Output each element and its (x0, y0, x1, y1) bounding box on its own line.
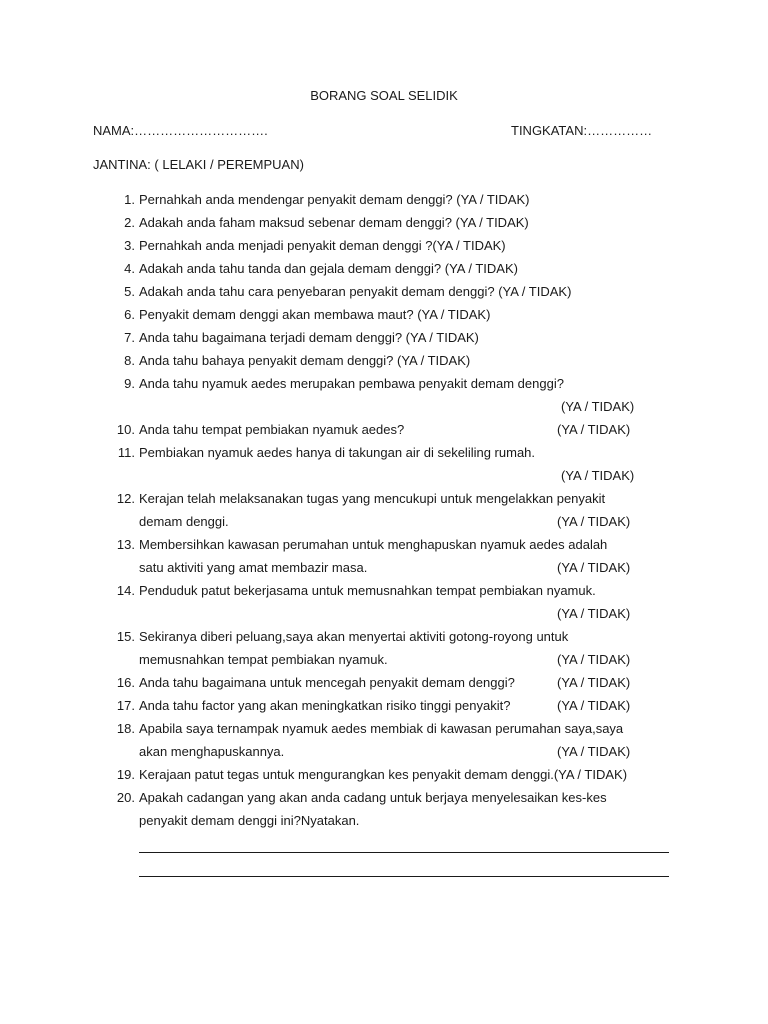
question-number: 3. (124, 238, 135, 253)
question-line (0, 606, 768, 629)
nama-field: NAMA:…………………………. (93, 123, 268, 138)
question-line (0, 422, 768, 445)
question-text: Anda tahu bahaya penyakit demam denggi? (YA / TIDAK) (139, 353, 471, 368)
question-number: 14. (116, 583, 135, 598)
question-text: akan menghapuskannya. (139, 744, 285, 759)
question-number: 16. (116, 675, 135, 690)
question-text: Penduduk patut bekerjasama untuk memusnahkan tempat pembiakan nyamuk. (139, 583, 596, 598)
question-text: Apabila saya ternampak nyamuk aedes membiak di kawasan perumahan saya,saya (139, 721, 624, 736)
question-line (0, 399, 768, 422)
question-number: 18. (116, 721, 135, 736)
question-number: 15. (116, 629, 135, 644)
question-number: 12. (116, 491, 135, 506)
jantina-field: JANTINA: ( LELAKI / PEREMPUAN) (93, 157, 304, 172)
question-line (0, 790, 768, 813)
question-line (0, 537, 768, 560)
answer-options: (YA / TIDAK) (557, 698, 631, 713)
question-item (0, 422, 768, 445)
question-item (0, 675, 768, 698)
form-title: BORANG SOAL SELIDIK (310, 88, 458, 103)
question-item (0, 330, 768, 353)
question-line (0, 629, 768, 652)
question-line (0, 330, 768, 353)
question-item (0, 238, 768, 261)
question-text: Kerajan telah melaksanakan tugas yang mencukupi untuk mengelakkan penyakit (139, 491, 606, 506)
question-text: penyakit demam denggi ini?Nyatakan. (139, 813, 360, 828)
question-line (0, 261, 768, 284)
question-item (0, 353, 768, 376)
question-line (0, 675, 768, 698)
question-line (0, 353, 768, 376)
question-item (0, 698, 768, 721)
question-number: 10. (116, 422, 135, 437)
question-text: Anda tahu factor yang akan meningkatkan risiko tinggi penyakit? (139, 698, 511, 713)
question-item (0, 307, 768, 330)
question-number: 8. (124, 353, 135, 368)
question-text: Membersihkan kawasan perumahan untuk menghapuskan nyamuk aedes adalah (139, 537, 608, 552)
question-text: Anda tahu tempat pembiakan nyamuk aedes? (139, 422, 405, 437)
question-text: Adakah anda tahu tanda dan gejala demam denggi? (YA / TIDAK) (139, 261, 518, 276)
answer-options: (YA / TIDAK) (557, 744, 631, 759)
question-number: 7. (124, 330, 135, 345)
question-item (0, 629, 768, 675)
question-line (0, 284, 768, 307)
question-text: Adakah anda tahu cara penyebaran penyakit demam denggi? (YA / TIDAK) (139, 284, 572, 299)
question-number: 20. (116, 790, 135, 805)
question-item (0, 192, 768, 215)
question-line (0, 813, 768, 836)
question-number: 19. (116, 767, 135, 782)
question-number: 11. (117, 445, 135, 460)
question-item (0, 721, 768, 767)
question-list (0, 192, 768, 836)
question-number: 6. (124, 307, 135, 322)
question-number: 4. (124, 261, 135, 276)
answer-options: (YA / TIDAK) (561, 468, 635, 483)
question-line (0, 583, 768, 606)
question-item (0, 583, 768, 629)
question-line (0, 767, 768, 790)
answer-options: (YA / TIDAK) (557, 560, 631, 575)
question-item (0, 215, 768, 238)
tingkatan-field: TINGKATAN:…………… (511, 123, 653, 138)
answer-options: (YA / TIDAK) (557, 514, 631, 529)
question-item (0, 284, 768, 307)
question-number: 5. (124, 284, 135, 299)
question-item (0, 376, 768, 422)
question-item (0, 790, 768, 836)
question-number: 17. (116, 698, 135, 713)
answer-options: (YA / TIDAK) (557, 675, 631, 690)
answer-options: (YA / TIDAK) (557, 652, 631, 667)
question-line (0, 238, 768, 261)
question-line (0, 445, 768, 468)
question-line (0, 698, 768, 721)
question-text: Pembiakan nyamuk aedes hanya di takungan air di sekeliling rumah. (139, 445, 536, 460)
question-text: memusnahkan tempat pembiakan nyamuk. (139, 652, 388, 667)
question-number: 1. (124, 192, 135, 207)
question-text: Apakah cadangan yang akan anda cadang untuk berjaya menyelesaikan kes-kes (139, 790, 607, 805)
question-text: Pernahkah anda mendengar penyakit demam denggi? (YA / TIDAK) (139, 192, 530, 207)
question-item (0, 767, 768, 790)
question-text: Adakah anda faham maksud sebenar demam denggi? (YA / TIDAK) (139, 215, 529, 230)
question-number: 2. (124, 215, 135, 230)
question-line (0, 652, 768, 675)
question-text: demam denggi. (139, 514, 229, 529)
question-text: Kerajaan patut tegas untuk mengurangkan kes penyakit demam denggi.(YA / TIDAK) (139, 767, 628, 782)
question-line (0, 491, 768, 514)
question-line (0, 376, 768, 399)
question-text: Penyakit demam denggi akan membawa maut? (YA / TIDAK) (139, 307, 491, 322)
question-line (0, 514, 768, 537)
question-item (0, 261, 768, 284)
question-text: Anda tahu bagaimana untuk mencegah penyakit demam denggi? (139, 675, 515, 690)
question-line (0, 721, 768, 744)
question-item (0, 491, 768, 537)
question-text: Sekiranya diberi peluang,saya akan menyertai aktiviti gotong-royong untuk (139, 629, 569, 644)
question-line (0, 468, 768, 491)
question-item (0, 537, 768, 583)
question-line (0, 192, 768, 215)
answer-options: (YA / TIDAK) (557, 422, 631, 437)
question-number: 9. (124, 376, 135, 391)
question-text: Anda tahu nyamuk aedes merupakan pembawa penyakit demam denggi? (139, 376, 564, 391)
answer-line (139, 876, 669, 877)
question-text: satu aktiviti yang amat membazir masa. (139, 560, 368, 575)
answer-line (139, 852, 669, 853)
answer-options: (YA / TIDAK) (561, 399, 635, 414)
question-line (0, 744, 768, 767)
question-line (0, 560, 768, 583)
question-line (0, 307, 768, 330)
question-item (0, 445, 768, 491)
answer-options: (YA / TIDAK) (557, 606, 631, 621)
question-text: Pernahkah anda menjadi penyakit deman denggi ?(YA / TIDAK) (139, 238, 506, 253)
question-number: 13. (116, 537, 135, 552)
question-text: Anda tahu bagaimana terjadi demam denggi? (YA / TIDAK) (139, 330, 479, 345)
question-line (0, 215, 768, 238)
